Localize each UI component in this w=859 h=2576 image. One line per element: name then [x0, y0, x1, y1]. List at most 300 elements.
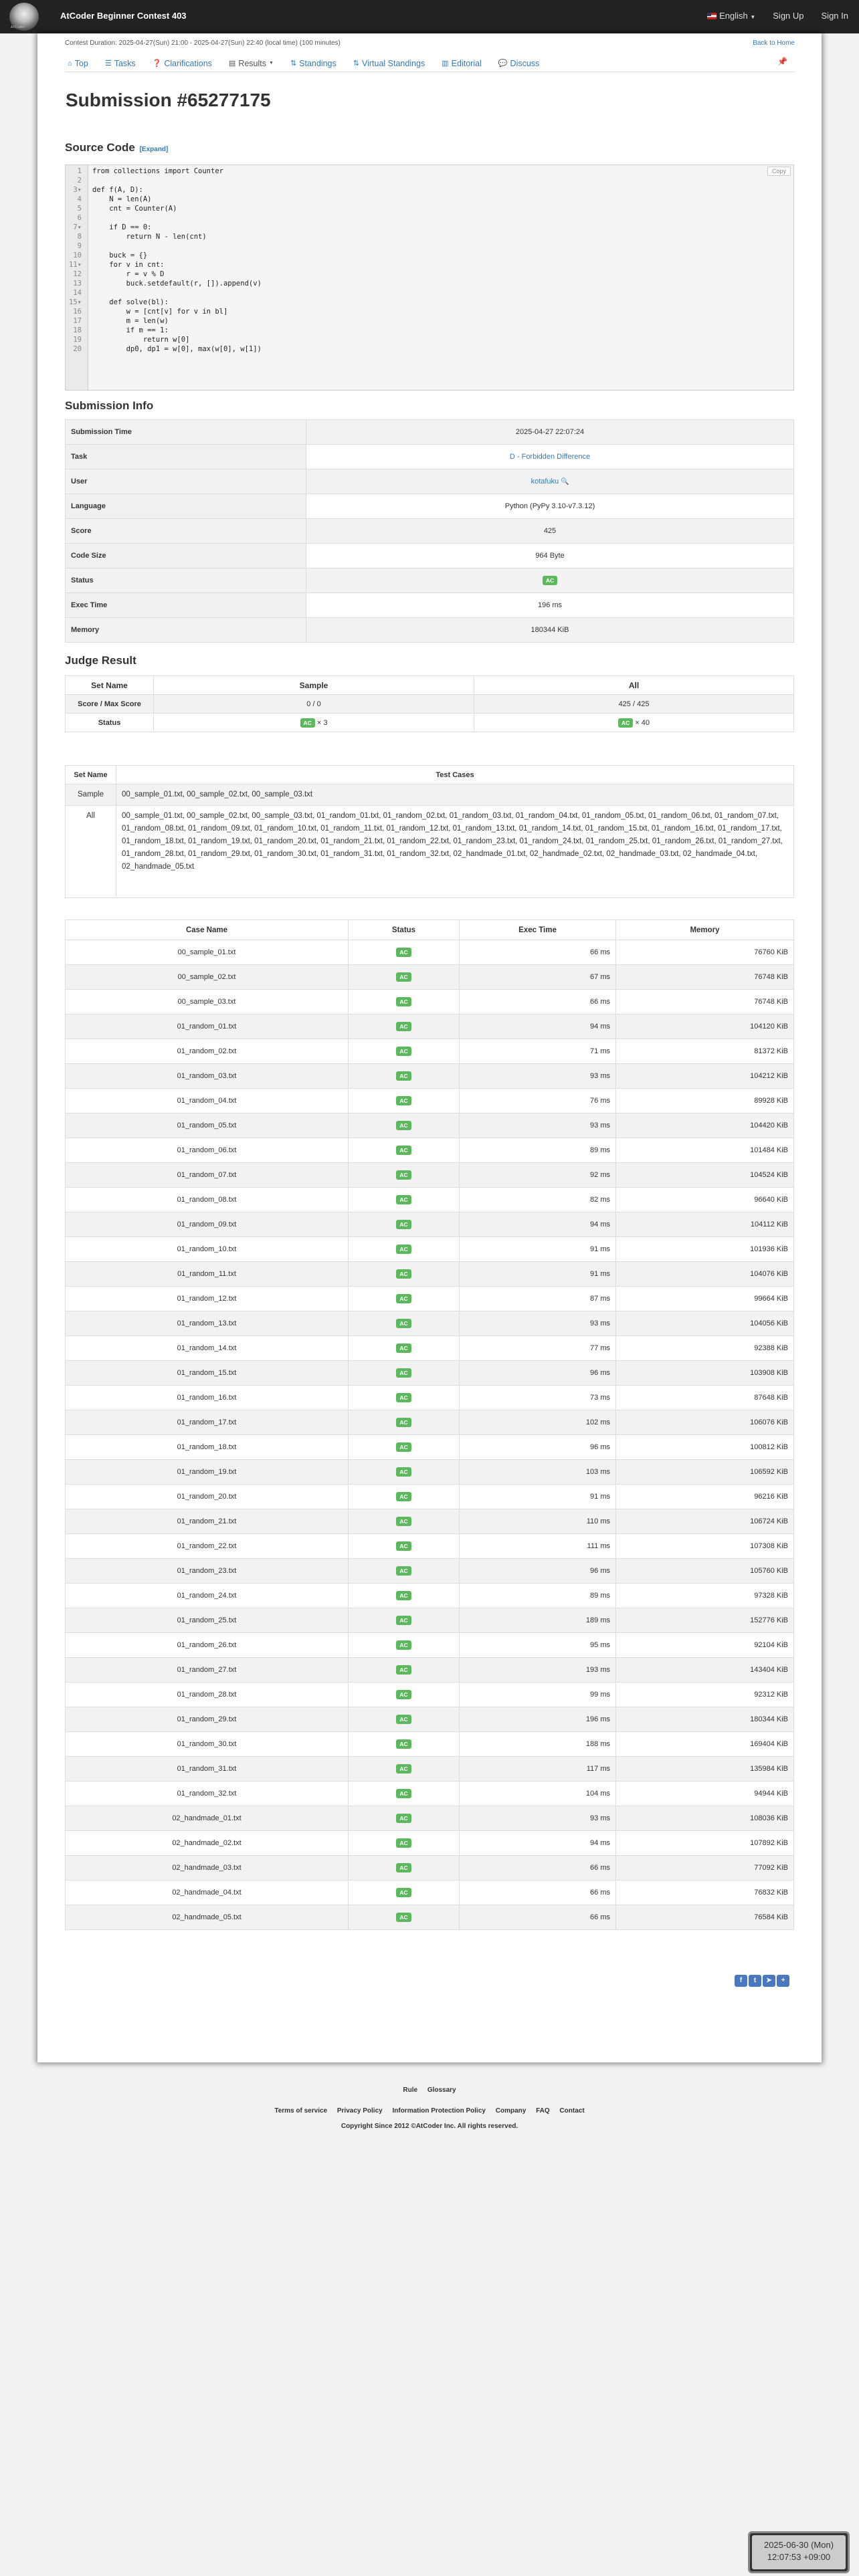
case-exec-time: 189 ms	[460, 1608, 616, 1633]
case-status	[349, 1782, 460, 1806]
user-link[interactable]: kotafuku	[531, 477, 559, 486]
code-text: N = len(A)	[92, 195, 152, 203]
status-badge: AC	[396, 1368, 411, 1378]
case-name: 02_handmade_01.txt	[66, 1806, 349, 1831]
footer-row-2	[0, 2107, 859, 2115]
case-name: 01_random_06.txt	[66, 1138, 349, 1163]
case-exec-time: 110 ms	[460, 1509, 616, 1534]
table-row	[66, 1014, 794, 1039]
add-share-icon[interactable]: +	[777, 1975, 789, 1987]
case-memory: 143404 KiB	[616, 1658, 794, 1683]
case-exec-time: 73 ms	[460, 1386, 616, 1410]
table-row	[66, 1608, 794, 1633]
case-name: 01_random_10.txt	[66, 1237, 349, 1262]
signup-link[interactable]: Sign Up	[773, 11, 804, 21]
score-sample: 0 / 0	[154, 695, 474, 714]
code-line	[66, 335, 793, 344]
table-row	[66, 1559, 794, 1584]
case-exec-time: 188 ms	[460, 1732, 616, 1757]
caret-down-icon: ▼	[269, 61, 274, 66]
twitter-share-icon[interactable]: t	[749, 1975, 761, 1987]
col-set-name: Set Name	[66, 766, 116, 784]
tab-results[interactable]: ▤ Results ▼	[228, 58, 274, 68]
case-status	[349, 1410, 460, 1435]
info-label: Score	[66, 519, 306, 544]
case-status	[349, 1435, 460, 1460]
case-memory: 89928 KiB	[616, 1089, 794, 1113]
case-name: 00_sample_03.txt	[66, 990, 349, 1014]
case-exec-time: 66 ms	[460, 1881, 616, 1905]
case-memory: 106592 KiB	[616, 1460, 794, 1485]
status-badge: AC	[396, 997, 411, 1006]
case-exec-time: 66 ms	[460, 1856, 616, 1881]
status-badge: AC	[396, 1294, 411, 1303]
status-badge: AC	[396, 948, 411, 957]
case-exec-time: 71 ms	[460, 1039, 616, 1064]
case-memory: 104420 KiB	[616, 1113, 794, 1138]
case-exec-time: 93 ms	[460, 1113, 616, 1138]
case-status	[349, 1287, 460, 1311]
footer-faq-link[interactable]: FAQ	[536, 2107, 550, 2115]
status-badge: AC	[618, 718, 633, 728]
status-badge: AC	[300, 718, 315, 728]
contest-duration: Contest Duration: 2025-04-27(Sun) 21:00 - 2025-04-27(Sun) 22:40 (local time) (100 minutes)	[65, 39, 341, 47]
info-row	[66, 618, 794, 643]
status-badge: AC	[396, 972, 411, 982]
case-memory: 92104 KiB	[616, 1633, 794, 1658]
case-status	[349, 1039, 460, 1064]
info-value	[306, 445, 794, 469]
table-row	[66, 1584, 794, 1608]
table-row	[66, 1237, 794, 1262]
set-all-cases: 00_sample_01.txt, 00_sample_02.txt, 00_sample_03.txt, 01_random_01.txt, 01_random_02.txt, 01_random_03.txt, 01_random_04.txt, 01_random_05.txt, 01_random_06.txt, 01_random_07.txt, 01_random_08.txt, 01_random_09.txt, 01_random_10.txt, 01_random_11.txt, 01_random_12.txt, 01_random_13.txt, 01_random_14.txt, 01_random_15.txt, 01_random_16.txt, 01_random_17.txt, 01_random_18.txt, 01_random_19.txt, 01_random_20.txt, 01_random_21.txt, 01_random_22.txt, 01_random_23.txt, 01_random_24.txt, 01_random_25.txt, 01_random_26.txt, 01_random_27.txt, 01_random_28.txt, 01_random_29.txt, 01_random_30.txt, 01_random_31.txt, 01_random_32.txt, 02_handmade_01.txt, 02_handmade_02.txt, 02_handmade_03.txt, 02_handmade_04.txt, 02_handmade_05.txt	[116, 806, 794, 898]
case-status	[349, 1831, 460, 1856]
case-status	[349, 1262, 460, 1287]
code-line	[66, 167, 793, 176]
code-text: from collections import Counter	[92, 167, 223, 175]
line-number: 20	[73, 345, 82, 353]
info-row	[66, 494, 794, 519]
line-number: 5	[77, 205, 82, 213]
code-text: if D == 0:	[92, 223, 152, 231]
status-badge: AC	[396, 1888, 411, 1897]
info-value	[306, 593, 794, 618]
case-status	[349, 1658, 460, 1683]
table-row	[66, 1732, 794, 1757]
status-badge: AC	[396, 1690, 411, 1699]
status-badge: AC	[396, 1220, 411, 1229]
line-number: 2	[77, 177, 82, 185]
tab-discuss[interactable]: 💬 Discuss	[498, 58, 540, 68]
set-all-name: All	[66, 806, 116, 898]
case-status	[349, 1509, 460, 1534]
table-row	[66, 1831, 794, 1856]
code-text: m = len(w)	[92, 317, 169, 325]
case-status	[349, 1386, 460, 1410]
status-badge: AC	[396, 1071, 411, 1081]
set-sample-cases: 00_sample_01.txt, 00_sample_02.txt, 00_sample_03.txt	[116, 784, 794, 806]
info-row	[66, 519, 794, 544]
telegram-share-icon[interactable]: ➤	[763, 1975, 775, 1987]
col-status[interactable]: Status	[349, 920, 460, 940]
table-row	[66, 1138, 794, 1163]
case-status	[349, 1806, 460, 1831]
case-name: 01_random_08.txt	[66, 1188, 349, 1212]
info-value	[306, 420, 794, 445]
footer-rule-link[interactable]: Rule	[403, 2086, 418, 2094]
table-row	[66, 1113, 794, 1138]
line-number: 7▾	[73, 223, 82, 231]
tab-standings[interactable]: ⇅ Standings	[290, 58, 337, 68]
status-badge: AC	[396, 1739, 411, 1749]
case-memory: 92388 KiB	[616, 1336, 794, 1361]
code-line	[66, 241, 793, 251]
case-name: 01_random_13.txt	[66, 1311, 349, 1336]
footer	[0, 2086, 859, 2143]
case-memory: 96216 KiB	[616, 1485, 794, 1509]
status-badge: AC	[396, 1492, 411, 1501]
col-memory[interactable]: Memory	[616, 920, 794, 940]
row-status-label: Status	[66, 714, 154, 732]
table-row	[66, 1039, 794, 1064]
info-value-text: 180344 KiB	[531, 626, 569, 634]
case-status	[349, 1237, 460, 1262]
status-badge: AC	[396, 1640, 411, 1650]
table-row	[66, 1534, 794, 1559]
table-row	[66, 1707, 794, 1732]
case-status	[349, 1534, 460, 1559]
info-row	[66, 445, 794, 469]
line-number: 3▾	[73, 186, 82, 194]
case-memory: 99664 KiB	[616, 1287, 794, 1311]
table-row	[66, 1509, 794, 1534]
case-name: 01_random_05.txt	[66, 1113, 349, 1138]
row-score-label: Score / Max Score	[66, 695, 154, 714]
case-status	[349, 1460, 460, 1485]
case-exec-time: 89 ms	[460, 1584, 616, 1608]
table-row	[66, 965, 794, 990]
table-row	[66, 1361, 794, 1386]
cases-header-row	[66, 920, 794, 940]
pin-icon[interactable]: 📌	[777, 57, 787, 66]
line-number: 4	[77, 195, 82, 203]
col-all: All	[474, 676, 794, 695]
case-memory: 107308 KiB	[616, 1534, 794, 1559]
status-badge: AC	[396, 1319, 411, 1328]
case-name: 01_random_32.txt	[66, 1782, 349, 1806]
case-status	[349, 990, 460, 1014]
case-name: 01_random_24.txt	[66, 1584, 349, 1608]
code-line	[66, 344, 793, 354]
case-name: 01_random_31.txt	[66, 1757, 349, 1782]
case-memory: 76748 KiB	[616, 990, 794, 1014]
task-link[interactable]: D - Forbidden Difference	[509, 453, 591, 461]
status-sample: AC × 3	[154, 714, 474, 732]
code-line	[66, 260, 793, 270]
fixed-clock	[748, 2531, 850, 2573]
status-badge: AC	[396, 1715, 411, 1724]
status-badge: AC	[396, 1170, 411, 1180]
status-badge: AC	[396, 1591, 411, 1600]
language-dropdown[interactable]: English ▼	[707, 11, 755, 21]
comment-icon: 💬	[498, 60, 508, 68]
table-row	[66, 1658, 794, 1683]
submission-info-heading: Submission Info	[65, 399, 154, 412]
code-line	[66, 176, 793, 185]
table-row	[66, 1262, 794, 1287]
search-icon[interactable]: 🔍	[559, 478, 569, 486]
case-exec-time: 93 ms	[460, 1806, 616, 1831]
info-label: Task	[66, 445, 306, 469]
case-name: 01_random_20.txt	[66, 1485, 349, 1509]
case-memory: 104056 KiB	[616, 1311, 794, 1336]
footer-contact-link[interactable]: Contact	[559, 2107, 585, 2115]
case-exec-time: 99 ms	[460, 1683, 616, 1707]
case-exec-time: 89 ms	[460, 1138, 616, 1163]
case-exec-time: 93 ms	[460, 1311, 616, 1336]
case-name: 00_sample_01.txt	[66, 940, 349, 965]
case-name: 00_sample_02.txt	[66, 965, 349, 990]
code-line	[66, 326, 793, 335]
logo-text: AtCoder	[11, 25, 25, 29]
case-exec-time: 111 ms	[460, 1534, 616, 1559]
table-row	[66, 1856, 794, 1881]
case-status	[349, 1188, 460, 1212]
submission-info-table	[65, 419, 794, 643]
code-text: def f(A, D):	[92, 186, 143, 194]
case-name: 01_random_01.txt	[66, 1014, 349, 1039]
judge-result-heading: Judge Result	[65, 654, 136, 667]
case-status	[349, 1014, 460, 1039]
case-status	[349, 1064, 460, 1089]
case-memory: 101484 KiB	[616, 1138, 794, 1163]
status-badge: AC	[396, 1913, 411, 1922]
status-badge: AC	[396, 1195, 411, 1204]
source-code-block[interactable]	[65, 165, 794, 391]
case-memory: 106076 KiB	[616, 1410, 794, 1435]
tab-top[interactable]: ⌂ Top	[68, 58, 88, 68]
case-exec-time: 87 ms	[460, 1287, 616, 1311]
status-badge: AC	[396, 1245, 411, 1254]
caret-down-icon: ▼	[750, 14, 756, 20]
line-number: 14	[73, 289, 82, 297]
table-row	[66, 940, 794, 965]
table-row	[66, 1336, 794, 1361]
line-number: 13	[73, 280, 82, 288]
page-title: Submission #65277175	[66, 90, 271, 110]
line-number: 9	[77, 242, 82, 250]
code-line	[66, 204, 793, 213]
footer-terms-link[interactable]: Terms of service	[274, 2107, 328, 2115]
case-memory: 135984 KiB	[616, 1757, 794, 1782]
case-status	[349, 1336, 460, 1361]
source-code-heading: Source Code [Expand]	[65, 141, 169, 154]
table-row	[66, 1287, 794, 1311]
case-memory: 106724 KiB	[616, 1509, 794, 1534]
info-value-text: 425	[543, 527, 557, 535]
info-value-text: Python (PyPy 3.10-v7.3.12)	[504, 502, 595, 510]
case-status	[349, 940, 460, 965]
case-status	[349, 1485, 460, 1509]
table-row	[66, 1410, 794, 1435]
set-sample-name: Sample	[66, 784, 116, 806]
info-value	[306, 618, 794, 643]
case-memory: 180344 KiB	[616, 1707, 794, 1732]
code-text: dp0, dp1 = w[0], max(w[0], w[1])	[92, 345, 262, 353]
case-name: 01_random_19.txt	[66, 1460, 349, 1485]
contest-title-link[interactable]: AtCoder Beginner Contest 403	[60, 11, 187, 21]
sort-icon: ⇅	[290, 60, 297, 68]
case-name: 02_handmade_03.txt	[66, 1856, 349, 1881]
code-text: r = v % D	[92, 270, 165, 278]
col-case-name[interactable]: Case Name	[66, 920, 349, 940]
info-value-text: 964 Byte	[535, 552, 565, 560]
info-row	[66, 544, 794, 568]
case-memory: 92312 KiB	[616, 1683, 794, 1707]
case-status	[349, 1212, 460, 1237]
line-number: 12	[73, 270, 82, 278]
tab-clarifications[interactable]: ❓ Clarifications	[152, 58, 212, 68]
case-name: 01_random_04.txt	[66, 1089, 349, 1113]
case-status	[349, 1905, 460, 1930]
facebook-share-icon[interactable]: f	[735, 1975, 747, 1987]
status-badge: AC	[396, 1764, 411, 1774]
case-exec-time: 91 ms	[460, 1237, 616, 1262]
book-icon: ▥	[442, 60, 449, 68]
case-name: 01_random_22.txt	[66, 1534, 349, 1559]
footer-company-link[interactable]: Company	[495, 2107, 527, 2115]
case-exec-time: 94 ms	[460, 1212, 616, 1237]
status-badge: AC	[396, 1022, 411, 1031]
status-badge: AC	[396, 1814, 411, 1823]
line-number: 11▾	[69, 261, 82, 269]
table-row	[66, 1757, 794, 1782]
case-name: 01_random_02.txt	[66, 1039, 349, 1064]
case-memory: 104212 KiB	[616, 1064, 794, 1089]
info-label: Exec Time	[66, 593, 306, 618]
main-container	[37, 33, 822, 2062]
case-memory: 108036 KiB	[616, 1806, 794, 1831]
status-all: AC × 40	[474, 714, 794, 732]
status-badge: AC	[396, 1442, 411, 1452]
case-status	[349, 1633, 460, 1658]
table-row	[66, 990, 794, 1014]
col-test-cases: Test Cases	[116, 766, 794, 784]
case-status	[349, 1361, 460, 1386]
case-exec-time: 96 ms	[460, 1559, 616, 1584]
status-badge: AC	[396, 1121, 411, 1130]
case-name: 01_random_07.txt	[66, 1163, 349, 1188]
case-exec-time: 94 ms	[460, 1014, 616, 1039]
case-name: 01_random_29.txt	[66, 1707, 349, 1732]
table-row	[66, 1064, 794, 1089]
sort-icon: ⇅	[353, 60, 359, 68]
home-icon: ⌂	[68, 59, 72, 68]
code-text: cnt = Counter(A)	[92, 205, 177, 213]
code-line	[66, 279, 793, 288]
status-badge: AC	[396, 1393, 411, 1402]
tab-tasks[interactable]: ☰ Tasks	[104, 58, 136, 68]
code-text: buck = {}	[92, 251, 148, 259]
info-value	[306, 519, 794, 544]
info-label: Language	[66, 494, 306, 519]
top-navbar	[0, 0, 859, 33]
case-exec-time: 66 ms	[460, 990, 616, 1014]
case-memory: 81372 KiB	[616, 1039, 794, 1064]
case-name: 01_random_16.txt	[66, 1386, 349, 1410]
case-status	[349, 1584, 460, 1608]
case-name: 01_random_03.txt	[66, 1064, 349, 1089]
status-badge: AC	[396, 1467, 411, 1477]
status-badge: AC	[396, 1096, 411, 1105]
col-exec-time[interactable]: Exec Time	[460, 920, 616, 940]
case-memory: 76584 KiB	[616, 1905, 794, 1930]
footer-glossary-link[interactable]: Glossary	[427, 2086, 456, 2094]
table-row	[66, 1460, 794, 1485]
case-memory: 76748 KiB	[616, 965, 794, 990]
case-name: 02_handmade_04.txt	[66, 1881, 349, 1905]
status-badge: AC	[396, 1269, 411, 1279]
code-line	[66, 307, 793, 316]
status-badge: AC	[396, 1863, 411, 1872]
case-name: 01_random_14.txt	[66, 1336, 349, 1361]
footer-privacy-link[interactable]: Privacy Policy	[337, 2107, 383, 2115]
case-exec-time: 91 ms	[460, 1485, 616, 1509]
case-memory: 169404 KiB	[616, 1732, 794, 1757]
case-memory: 104524 KiB	[616, 1163, 794, 1188]
case-name: 01_random_26.txt	[66, 1633, 349, 1658]
case-exec-time: 66 ms	[460, 940, 616, 965]
code-line	[66, 232, 793, 241]
case-name: 02_handmade_02.txt	[66, 1831, 349, 1856]
case-memory: 107892 KiB	[616, 1831, 794, 1856]
col-set-name: Set Name	[66, 676, 154, 695]
footer-ipp-link[interactable]: Information Protection Policy	[392, 2107, 486, 2115]
tab-editorial[interactable]: ▥ Editorial	[442, 58, 482, 68]
status-badge: AC	[543, 576, 557, 585]
list-icon: ☰	[104, 60, 112, 68]
code-text: def solve(bl):	[92, 298, 169, 306]
case-exec-time: 196 ms	[460, 1707, 616, 1732]
line-number: 16	[73, 308, 82, 316]
case-memory: 94944 KiB	[616, 1782, 794, 1806]
copy-button[interactable]: Copy	[767, 167, 791, 176]
code-line	[66, 316, 793, 326]
case-status	[349, 1856, 460, 1881]
table-row	[66, 1311, 794, 1336]
tab-virtual-standings[interactable]: ⇅ Virtual Standings	[353, 58, 425, 68]
status-badge: AC	[396, 1665, 411, 1675]
code-line	[66, 223, 793, 232]
case-exec-time: 76 ms	[460, 1089, 616, 1113]
case-memory: 105760 KiB	[616, 1559, 794, 1584]
info-value-text: 196 ms	[537, 601, 563, 609]
table-row	[66, 1806, 794, 1831]
case-exec-time: 91 ms	[460, 1262, 616, 1287]
flag-uk-icon	[707, 13, 717, 19]
test-cases-table	[65, 920, 794, 1930]
case-exec-time: 67 ms	[460, 965, 616, 990]
back-to-home-link[interactable]: Back to Home	[753, 39, 795, 47]
signin-link[interactable]: Sign In	[821, 11, 848, 21]
expand-link[interactable]: [Expand]	[139, 146, 169, 153]
case-memory: 152776 KiB	[616, 1608, 794, 1633]
case-memory: 76760 KiB	[616, 940, 794, 965]
code-text: return N - len(cnt)	[92, 233, 207, 241]
info-label: Memory	[66, 618, 306, 643]
case-memory: 104076 KiB	[616, 1262, 794, 1287]
table-row	[66, 1089, 794, 1113]
